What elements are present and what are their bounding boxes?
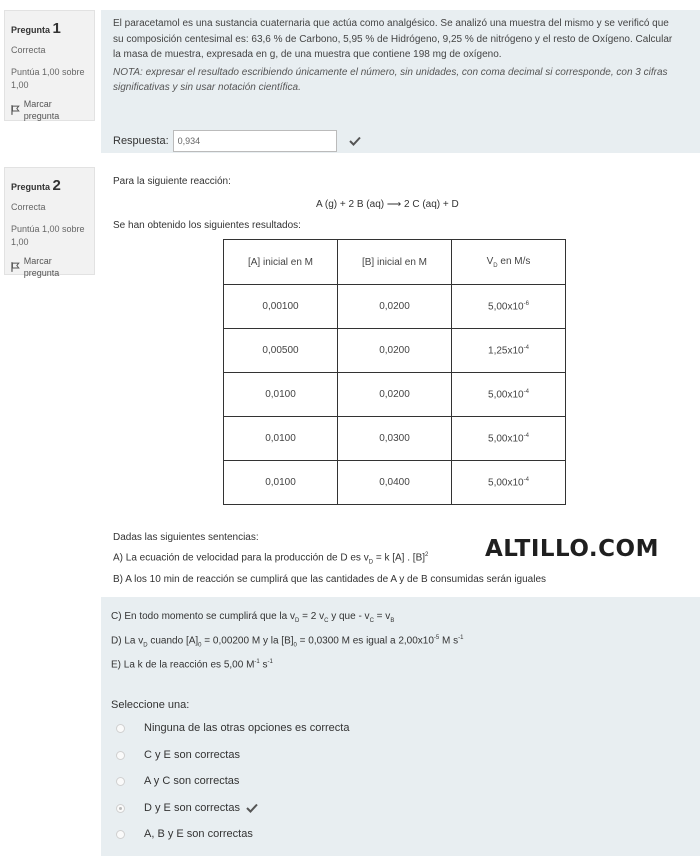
- question-2-state: Correcta: [11, 202, 46, 213]
- statement-d: D) La $v_D$ cuando $[A]_0 = 0,00200$ M y la $[B]_0 = 0,0300$ M es igual a $2,00x10^{-5}$ M $s^{-1}$: [111, 635, 464, 649]
- table-row: 0,0100 0,0200 $5,00x10^{-4}$: [224, 373, 566, 417]
- question-1-answer-row: [113, 130, 361, 152]
- question-1-grade: Puntúa 1,00 sobre 1,00: [11, 67, 85, 90]
- radio-button[interactable]: [116, 724, 125, 733]
- question-1-text-line-3: la masa de muestra, expresada en g, de una muestra que contiene 198 mg de oxígeno.: [113, 49, 502, 60]
- question-2-intro: Para la siguiente reacción:: [113, 176, 231, 187]
- statement-e: E) La k de la reacción es 5,00 $M^{-1}$ $s^{-1}$: [111, 659, 273, 671]
- results-label: Se han obtenido los siguientes resultados:: [113, 220, 301, 231]
- question-2-info: [4, 167, 95, 278]
- table-row: 0,00100 0,0200 $5,00x10^{-6}$: [224, 285, 566, 329]
- question-2-grade: Puntúa 1,00 sobre 1,00: [11, 224, 85, 247]
- question-1-state: Correcta: [11, 45, 46, 56]
- table-row: 0,0100 0,0300 $5,00x10^{-4}$: [224, 417, 566, 461]
- radio-button[interactable]: [116, 751, 125, 760]
- statement-a: A) La ecuación de velocidad para la producción de D es $v_D = k$ [A] . $[B]^2$: [113, 552, 429, 566]
- statement-b: B) A los 10 min de reacción se cumplirá que las cantidades de A y de B consumidas serán iguales: [113, 574, 547, 585]
- question-1-note-line-1: NOTA: expresar el resultado escribiendo únicamente el número, sin unidades, con coma decimal si corresponde, con 3 cifras: [113, 66, 668, 78]
- option-2[interactable]: A y C son correctas: [116, 775, 239, 787]
- question-2-number: Pregunta 2: [11, 177, 61, 194]
- option-3[interactable]: D y E son correctas: [116, 802, 258, 814]
- flag-icon: [11, 105, 20, 115]
- table-row: 0,0100 0,0400 $5,00x10^{-4}$: [224, 461, 566, 505]
- question-1-content: [101, 10, 700, 153]
- radio-button[interactable]: [116, 830, 125, 839]
- option-1[interactable]: C y E son correctas: [116, 749, 240, 761]
- question-1-text-line-1: El paracetamol es una sustancia cuaternaria que actúa como analgésico. Se analizó una muestra del mismo y se verificó que: [113, 18, 669, 29]
- option-4[interactable]: A, B y E son correctas: [116, 828, 253, 840]
- statement-c: C) En todo momento se cumplirá que la $v_D = 2$ $v_C$ y que - $v_C = v_B$: [111, 611, 395, 624]
- radio-button-selected[interactable]: [116, 804, 125, 813]
- table-row: 0,00500 0,0200 $1,25x10^{-4}$: [224, 329, 566, 373]
- question-1-number: Pregunta 1: [11, 20, 61, 37]
- header-v: $V_D$ en M/s: [452, 240, 566, 285]
- option-0[interactable]: Ninguna de las otras opciones es correcta: [116, 722, 349, 734]
- question-1-flag-label: Marcar pregunta: [23, 98, 60, 121]
- radio-button[interactable]: [116, 777, 125, 786]
- header-b: [B] inicial en M: [338, 240, 452, 285]
- answer-input[interactable]: 0,934: [173, 130, 337, 152]
- header-a: [A] inicial en M: [224, 240, 338, 285]
- answer-label: Respuesta:: [113, 135, 169, 147]
- question-1-flag-button[interactable]: [11, 98, 88, 122]
- question-2-flag-button[interactable]: [11, 255, 88, 279]
- question-1-text-line-2: su composición centesimal es: 63,6 % de Carbono, 5,95 % de Hidrógeno, 9,25 % de nitrógeno y el resto de Oxígeno. Calcular: [113, 33, 673, 45]
- check-icon: [349, 136, 361, 146]
- reaction-equation: A (g) + 2 B (aq) ⟶ 2 C (aq) + D: [316, 199, 459, 210]
- question-1-note-line-2: significativas y sin usar notación científica.: [113, 82, 301, 93]
- flag-icon: [11, 262, 20, 272]
- check-icon: [246, 803, 258, 813]
- question-2-flag-label: Marcar pregunta: [23, 255, 60, 278]
- question-1-info: [4, 10, 95, 121]
- results-table: [223, 239, 566, 505]
- table-header-row: [224, 240, 566, 285]
- altillo-watermark: ALTILLO.COM: [485, 536, 659, 562]
- select-one-label: Seleccione una:: [111, 699, 190, 711]
- statements-title: Dadas las siguientes sentencias:: [113, 532, 259, 543]
